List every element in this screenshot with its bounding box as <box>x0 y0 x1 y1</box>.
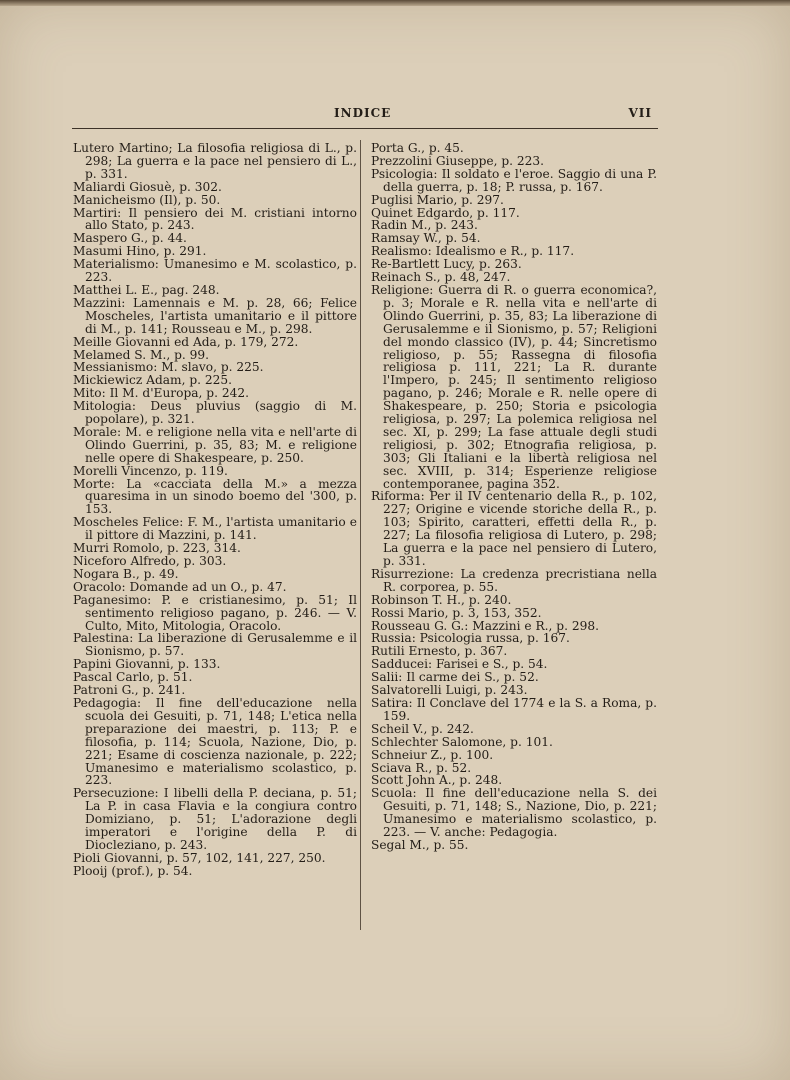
index-entry: Persecuzione: I libelli della P. deciana, p. 51; La P. in casa Flavia e la congiura contro Domiziano, p. 51; L'adorazione degli imperatori e l'origine della P. di Diocleziano, p. 243. <box>73 786 357 852</box>
index-entry: Salvatorelli Luigi, p. 243. <box>371 683 528 698</box>
index-entry: Rossi Mario, p. 3, 153, 352. <box>371 605 542 620</box>
index-entry: Manicheismo (Il), p. 50. <box>73 192 221 207</box>
column-divider <box>360 140 361 930</box>
index-entry: Murri Romolo, p. 223, 314. <box>73 541 241 556</box>
index-entry: Sciava R., p. 52. <box>371 760 472 775</box>
index-entry: Radin M., p. 243. <box>371 218 478 233</box>
index-entry: Plooij (prof.), p. 54. <box>73 863 193 878</box>
index-entry: Meille Giovanni ed Ada, p. 179, 272. <box>73 334 299 349</box>
index-entry: Russia: Psicologia russa, p. 167. <box>371 631 570 646</box>
index-entry: Reinach S., p. 48, 247. <box>371 270 511 285</box>
index-entry: Paganesimo: P. e cristianesimo, p. 51; Il sentimento religioso pagano, p. 246. — V. Culto, Mito, Mitologia, Oracolo. <box>73 592 357 633</box>
index-entry: Maspero G., p. 44. <box>73 231 187 246</box>
index-entry: Morte: La «cacciata della M.» a mezza quaresima in un sinodo boemo del '300, p. 153. <box>73 476 357 517</box>
index-entry: Niceforo Alfredo, p. 303. <box>73 554 227 568</box>
index-entry: Scheil V., p. 242. <box>371 721 474 736</box>
index-entry: Segal M., p. 55. <box>371 837 469 852</box>
index-entry: Schlechter Salomone, p. 101. <box>371 734 553 749</box>
index-entry: Mazzini: Lamennais e M. p. 28, 66; Felice Moscheles, l'artista umanitario e il pittore di M., p. 141; Rousseau e M., p. 298. <box>73 295 357 336</box>
header-rule <box>72 128 658 129</box>
index-entry: Realismo: Idealismo e R., p. 117. <box>371 244 575 259</box>
index-entry: Rutili Ernesto, p. 367. <box>371 644 508 659</box>
index-entry: Matthei L. E., pag. 248. <box>73 282 220 297</box>
index-entry: Melamed S. M., p. 99. <box>73 347 209 362</box>
index-entry: Masumi Hino, p. 291. <box>73 244 207 259</box>
index-entry: Scott John A., p. 248. <box>371 773 503 788</box>
index-entry: Maliardi Giosuè, p. 302. <box>73 179 222 194</box>
index-entry: Puglisi Mario, p. 297. <box>371 192 504 207</box>
index-entry: Quinet Edgardo, p. 117. <box>371 205 520 220</box>
index-entry: Scuola: Il fine dell'educazione nella S. dei Gesuiti, p. 71, 148; S., Nazione, Dio, p. 221; Umanesimo e materialismo scolastico, p. 223. — V. anche: Pedagogia. <box>371 786 657 840</box>
index-entry: Patroni G., p. 241. <box>73 683 186 698</box>
index-entry: Risurrezione: La credenza precristiana nella R. corporea, p. 55. <box>371 566 657 594</box>
index-column-left <box>73 142 357 878</box>
index-entry: Ramsay W., p. 54. <box>371 231 481 246</box>
index-entry: Lutero Martino; La filosofia religiosa di L., p. 298; La guerra e la pace nel pensiero di L., p. 331. <box>73 141 357 181</box>
index-entry: Religione: Guerra di R. o guerra economica?, p. 3; Morale e R. nella vita e nell'arte di Olindo Guerrini, p. 35, 83; La liberazione di Gerusalemme e il Sionismo, p. 57; Religioni del mondo classico (IV), p. 44; Sincretismo religioso, p. 55; Rassegna di filosofia religiosa p. 111, 221; La R. durante l'Impero, p. 245; Il sentimento religioso pagano, p. 246; Morale e R. nelle opere di Shakespeare, p. 250; Storia e psicologia religiosa, p. 297; La polemica religiosa nel sec. XI, p. 299; La fase attuale degli studi religiosi, p. 302; Etnografia religiosa, p. 303; Gli Italiani e la libertà religiosa nel sec. XVIII, p. 314; Esperienze religiose contemporanee, pagina 352. <box>371 282 657 491</box>
index-entry: Nogara B., p. 49. <box>73 566 179 581</box>
index-entry: Porta G., p. 45. <box>371 141 464 155</box>
index-entry: Pascal Carlo, p. 51. <box>73 670 193 685</box>
index-entry: Robinson T. H., p. 240. <box>371 592 512 607</box>
index-entry: Martiri: Il pensiero dei M. cristiani intorno allo Stato, p. 243. <box>73 205 357 233</box>
index-entry: Rousseau G. G.: Mazzini e R., p. 298. <box>371 618 599 633</box>
index-entry: Papini Giovanni, p. 133. <box>73 657 221 672</box>
page-top-edge <box>0 0 790 6</box>
index-entry: Materialismo: Umanesimo e M. scolastico, p. 223. <box>73 257 357 285</box>
index-entry: Prezzolini Giuseppe, p. 223. <box>371 153 545 168</box>
index-entry: Palestina: La liberazione di Gerusalemme e il Sionismo, p. 57. <box>73 631 357 659</box>
index-entry: Morale: M. e religione nella vita e nell'arte di Olindo Guerrini, p. 35, 83; M. e religione nelle opere di Shakespeare, p. 250. <box>73 424 357 465</box>
index-entry: Moscheles Felice: F. M., l'artista umanitario e il pittore di Mazzini, p. 141. <box>73 515 357 543</box>
index-entry: Messianismo: M. slavo, p. 225. <box>73 360 264 375</box>
index-entry: Psicologia: Il soldato e l'eroe. Saggio di una P. della guerra, p. 18; P. russa, p. 167. <box>371 166 657 194</box>
index-entry: Sadducei: Farisei e S., p. 54. <box>371 657 548 672</box>
running-header <box>72 106 652 124</box>
index-column-right <box>371 142 657 852</box>
index-entry: Riforma: Per il IV centenario della R., p. 102, 227; Origine e vicende storiche della R., p. 103; Spirito, caratteri, effetti della R., p. 227; La filosofia religiosa di Lutero, p. 298; La guerra e la pace nel pensiero di Lutero, p. 331. <box>371 489 657 568</box>
index-entry: Morelli Vincenzo, p. 119. <box>73 463 228 478</box>
index-entry: Salii: Il carme dei S., p. 52. <box>371 670 539 685</box>
index-entry: Schneiur Z., p. 100. <box>371 747 494 762</box>
header-title: INDICE <box>334 106 392 120</box>
index-entry: Satira: Il Conclave del 1774 e la S. a Roma, p. 159. <box>371 695 657 723</box>
index-entry: Re-Bartlett Lucy, p. 263. <box>371 257 522 272</box>
index-entry: Mickiewicz Adam, p. 225. <box>73 373 233 388</box>
index-entry: Pedagogia: Il fine dell'educazione nella scuola dei Gesuiti, p. 71, 148; L'etica nella preparazione dei maestri, p. 113; P. e filosofia, p. 114; Scuola, Nazione, Dio, p. 221; Esame di coscienza nazionale, p. 222; Umanesimo e materialismo scolastico, p. 223. <box>73 695 357 788</box>
index-entry: Oracolo: Domande ad un O., p. 47. <box>73 579 287 594</box>
index-entry: Pioli Giovanni, p. 57, 102, 141, 227, 250. <box>73 850 326 865</box>
page-number: VII <box>628 106 652 120</box>
index-entry: Mitologia: Deus pluvius (saggio di M. popolare), p. 321. <box>73 399 357 427</box>
index-entry: Mito: Il M. d'Europa, p. 242. <box>73 386 249 401</box>
